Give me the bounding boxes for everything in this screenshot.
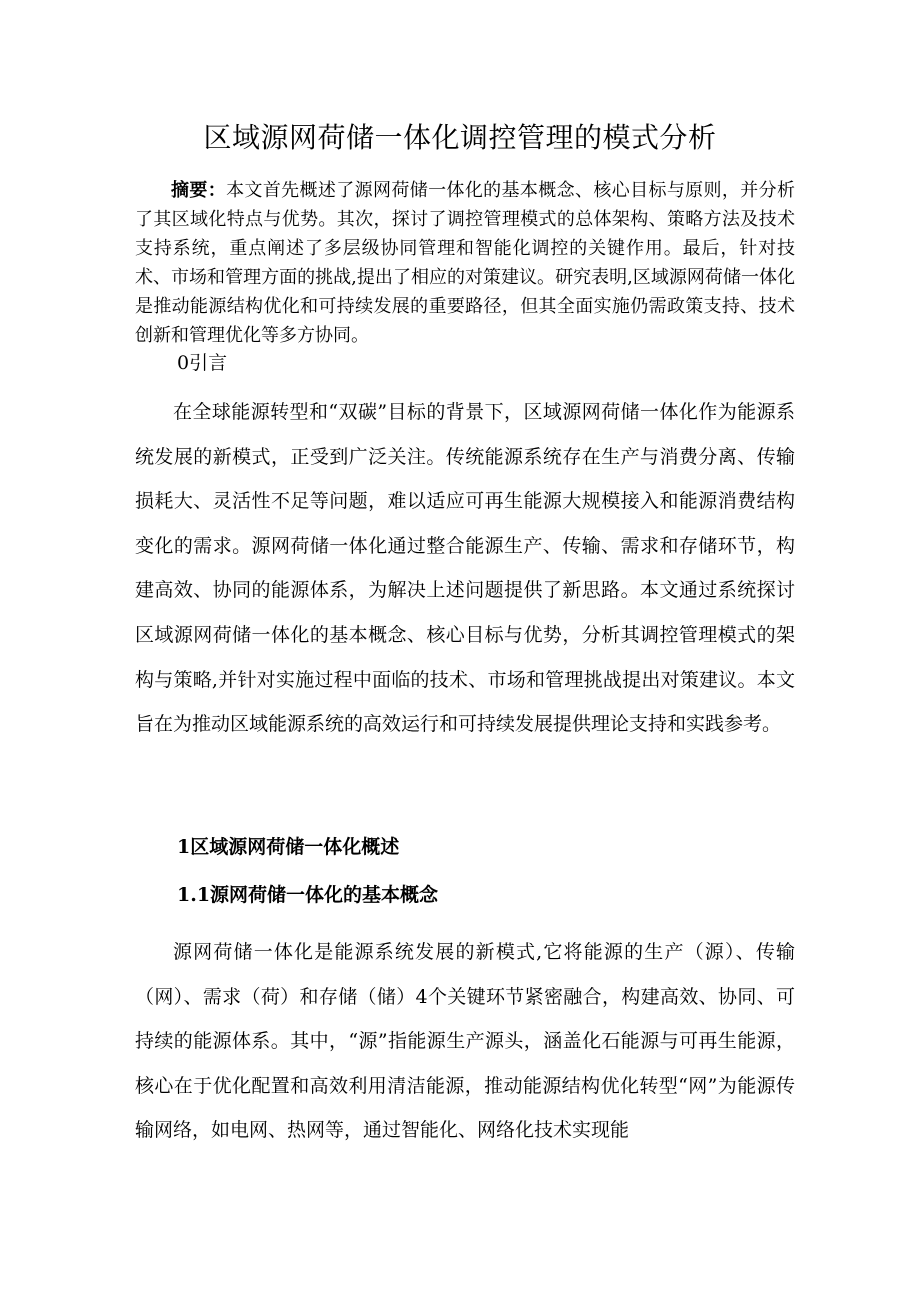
abstract-text: 本文首先概述了源网荷储一体化的基本概念、核心目标与原则，并分析了其区域化特点与优势。其次，探讨了调控管理模式的总体架构、策略方法及技术支持系统，重点阐述了多层级协同管理和智能化调控的关键作用。最后，针对技术、市场和管理方面的挑战,提出了相应的对策建议。研究表明,区域源网荷储一体化是推动能源结构优化和可持续发展的重要路径，但其全面实施仍需政策支持、技术创新和管理优化等多方协同。 — [135, 180, 795, 346]
section-1-1-paragraph: 源网荷储一体化是能源系统发展的新模式,它将能源的生产（源）、传输（网）、需求（荷）和存储（储）4个关键环节紧密融合，构建高效、协同、可持续的能源体系。其中，“源”指能源生产源头，涵盖化石能源与可再生能源，核心在于优化配置和高效利用清洁能源，推动能源结构优化转型“网”为能源传输网络，如电网、热网等，通过智能化、网络化技术实现能 — [135, 941, 795, 1142]
abstract-paragraph — [135, 176, 795, 350]
abstract-label: 摘要： — [171, 180, 227, 201]
intro-heading: 0引言 — [177, 352, 228, 374]
paper-title: 区域源网荷储一体化调控管理的模式分析 — [203, 121, 717, 154]
intro-paragraph: 在全球能源转型和“双碳”目标的背景下，区域源网荷储一体化作为能源系统发展的新模式，正受到广泛关注。传统能源系统存在生产与消费分离、传输损耗大、灵活性不足等问题，难以适应可再生能源大规模接入和能源消费结构变化的需求。源网荷储一体化通过整合能源生产、传输、需求和存储环节，构建高效、协同的能源体系，为解决上述问题提供了新思路。本文通过系统探讨区域源网荷储一体化的基本概念、核心目标与优势，分析其调控管理模式的架构与策略,并针对实施过程中面临的技术、市场和管理挑战提出对策建议。本文旨在为推动区域能源系统的高效运行和可持续发展提供理论支持和实践参考。 — [135, 401, 795, 736]
section-1-1-heading: 1.1源网荷储一体化的基本概念 — [177, 884, 439, 906]
section-1-heading: 1区域源网荷储一体化概述 — [177, 836, 400, 858]
